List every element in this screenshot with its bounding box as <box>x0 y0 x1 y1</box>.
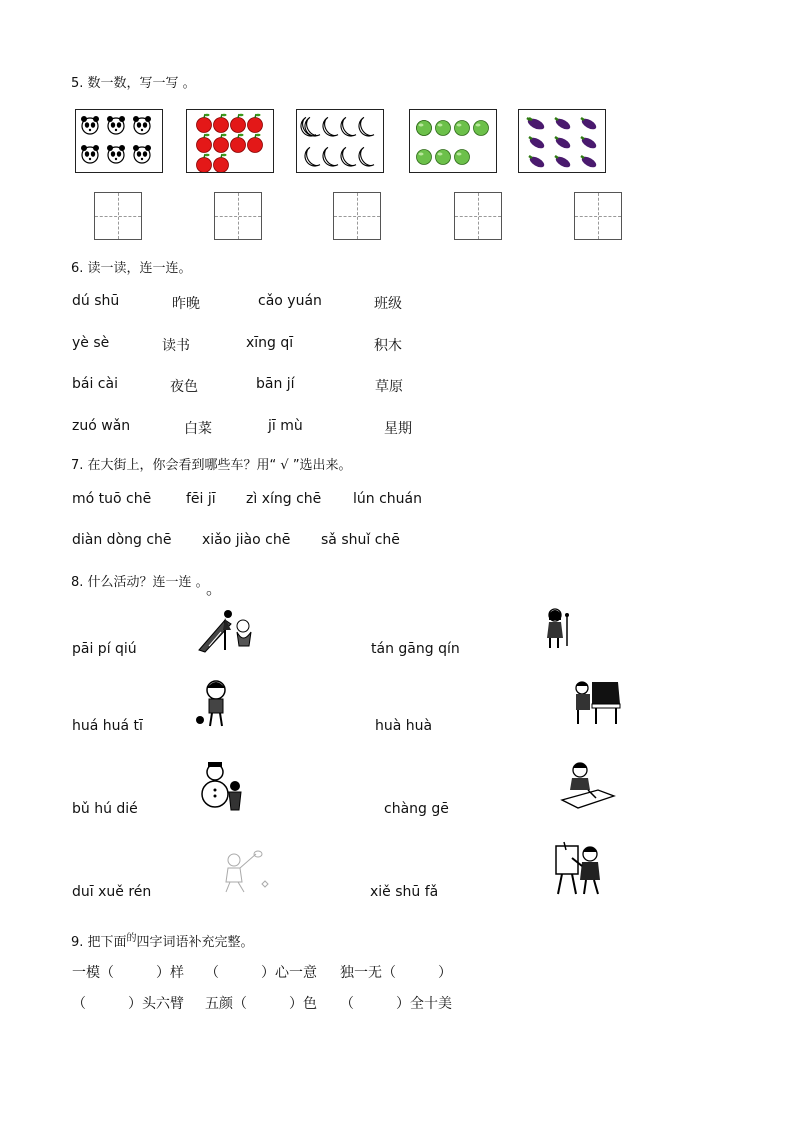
q7-title: 7. 在大街上，你会看到哪些车？用“ √ ”选出来。 <box>71 458 352 473</box>
pinyin-word: zuó wǎn <box>72 418 131 434</box>
q5-title: 5. 数一数，写一写 。 <box>71 76 196 91</box>
answer-grid[interactable] <box>574 192 622 240</box>
vehicle-option[interactable]: lún chuán <box>353 491 422 507</box>
panda-picture-box <box>75 109 163 173</box>
idiom-blank[interactable]: （ ）全十美 <box>340 996 452 1012</box>
moon-picture-box <box>296 109 384 173</box>
moon-icon <box>297 110 383 172</box>
activity-left: bǔ hú dié <box>72 801 138 817</box>
pinyin-word: bān jí <box>256 376 295 392</box>
q9-title-suffix: 四字词语补充完整。 <box>136 935 254 950</box>
activity-right: tán gāng qín <box>371 641 460 657</box>
hanzi-word: 夜色 <box>170 379 198 395</box>
activity-left: pāi pí qiú <box>72 641 137 657</box>
hanzi-word: 昨晚 <box>172 296 200 312</box>
piano-player-icon <box>572 678 622 726</box>
answer-grid[interactable] <box>214 192 262 240</box>
idiom-blank[interactable]: （ ）头六臂 <box>72 996 184 1012</box>
period-mark: 。 <box>206 579 223 598</box>
q9-title <box>71 929 254 950</box>
pinyin-word: xīng qī <box>246 335 294 351</box>
hanzi-word: 星期 <box>384 421 412 437</box>
hanzi-word: 班级 <box>374 296 402 312</box>
activity-right: xiě shū fǎ <box>370 884 439 900</box>
apple-picture-box <box>186 109 274 173</box>
hanzi-word: 白菜 <box>184 421 212 437</box>
vehicle-option[interactable]: diàn dòng chē <box>72 532 172 548</box>
idiom-blank[interactable]: （ ）心一意 <box>205 965 317 981</box>
activity-left: huá huá tī <box>72 718 143 734</box>
hanzi-word: 积木 <box>374 338 402 354</box>
q9-title-small: 的 <box>126 933 137 944</box>
panda-icon <box>76 110 162 172</box>
butterfly-catcher-icon <box>212 850 274 894</box>
snowman-icon <box>195 760 245 812</box>
pinyin-word: cǎo yuán <box>258 293 322 309</box>
vehicle-option[interactable]: zì xíng chē <box>246 491 322 507</box>
idiom-blank[interactable]: 一模（ ）样 <box>72 965 184 981</box>
pinyin-word: yè sè <box>72 335 110 351</box>
vehicle-option[interactable]: xiǎo jiào chē <box>202 532 291 548</box>
melon-picture-box <box>409 109 497 173</box>
slide-kids-icon <box>195 606 259 654</box>
singer-icon <box>545 606 575 650</box>
answer-grid[interactable] <box>333 192 381 240</box>
q8-title: 8. 什么活动？连一连 。 <box>71 575 209 590</box>
vehicle-option[interactable]: mó tuō chē <box>72 491 152 507</box>
q9-title-prefix: 9. 把下面 <box>71 935 127 950</box>
activity-right: huà huà <box>375 718 433 734</box>
q6-title: 6. 读一读，连一连。 <box>71 261 192 276</box>
answer-grid[interactable] <box>454 192 502 240</box>
answer-grid[interactable] <box>94 192 142 240</box>
idiom-blank[interactable]: 五颜（ ）色 <box>205 996 317 1012</box>
hanzi-word: 草原 <box>375 379 403 395</box>
vehicle-option[interactable]: fēi jī <box>186 491 216 507</box>
eggplant-icon <box>519 110 605 172</box>
painting-child-icon <box>558 760 616 810</box>
eggplant-picture-box <box>518 109 606 173</box>
green-ball-icon <box>410 110 496 172</box>
pinyin-word: bái cài <box>72 376 118 392</box>
activity-left: duī xuě rén <box>72 884 152 900</box>
pinyin-word: jī mù <box>268 418 303 434</box>
pinyin-word: dú shū <box>72 293 120 309</box>
calligraphy-icon <box>552 840 608 896</box>
boy-ball-icon <box>192 678 236 730</box>
hanzi-word: 读书 <box>162 338 190 354</box>
apple-icon <box>187 110 273 172</box>
activity-right: chàng gē <box>384 801 449 817</box>
vehicle-option[interactable]: sǎ shuǐ chē <box>321 532 400 548</box>
idiom-blank[interactable]: 独一无（ ） <box>340 965 452 981</box>
